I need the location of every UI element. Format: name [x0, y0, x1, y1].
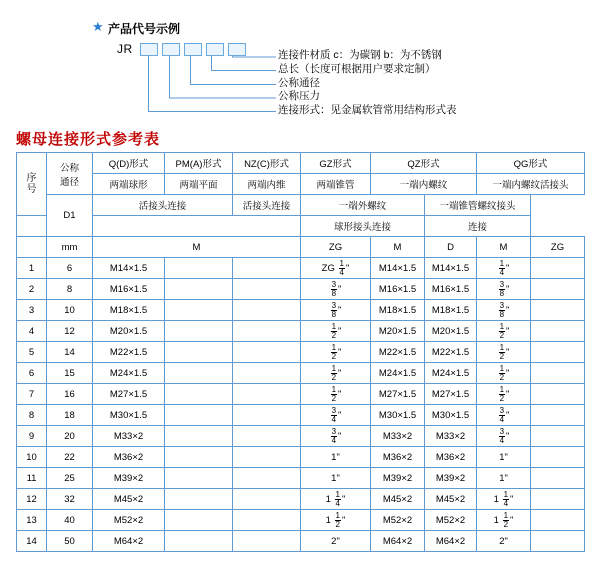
cell-qz-m: M20×1.5: [371, 321, 425, 342]
table-row: [17, 300, 585, 321]
cell-no: 9: [17, 426, 47, 447]
table-row: [17, 279, 585, 300]
cell-pm: [165, 510, 233, 531]
header-qg-desc: 一端内螺纹活接头: [477, 174, 585, 195]
cell-qg-m: $\frac{3}{4}$ ": [477, 426, 531, 447]
cell-no: 3: [17, 300, 47, 321]
cell-qg-zg: [531, 363, 585, 384]
header-unit-d-qz: D: [425, 237, 477, 258]
cell-qg-m: $\frac{1}{2}$ ": [477, 363, 531, 384]
cell-qg-zg: [531, 258, 585, 279]
cell-qz-d: M22×1.5: [425, 342, 477, 363]
cell-nz: [233, 363, 301, 384]
header-union-connection-1: 活接头连接: [93, 195, 233, 216]
cell-qz-d: M16×1.5: [425, 279, 477, 300]
cell-dn: 14: [47, 342, 93, 363]
cell-nz: [233, 489, 301, 510]
legend-item-material: 连接件材质 c：为碳钢 b：为不锈钢: [278, 49, 442, 61]
cell-no: 14: [17, 531, 47, 552]
cell-qg-m: 1": [477, 447, 531, 468]
cell-pm: [165, 405, 233, 426]
table-row: [17, 426, 585, 447]
cell-qz-m: M64×2: [371, 531, 425, 552]
cell-nz: [233, 510, 301, 531]
cell-qg-m: $\frac{3}{8}$ ": [477, 279, 531, 300]
cell-qg-m: $\frac{1}{4}$ ": [477, 258, 531, 279]
cell-nz: [233, 405, 301, 426]
cell-qz-m: M30×1.5: [371, 405, 425, 426]
cell-no: 6: [17, 363, 47, 384]
cell-nz: [233, 468, 301, 489]
cell-dn: 40: [47, 510, 93, 531]
cell-qz-d: M36×2: [425, 447, 477, 468]
cell-q: M64×2: [93, 531, 165, 552]
cell-gz: 1": [301, 447, 371, 468]
cell-qz-m: M16×1.5: [371, 279, 425, 300]
cell-dn: 8: [47, 279, 93, 300]
cell-qz-m: M27×1.5: [371, 384, 425, 405]
cell-qz-d: M18×1.5: [425, 300, 477, 321]
cell-q: M39×2: [93, 468, 165, 489]
header-unit-zg-gz: ZG: [301, 237, 371, 258]
cell-nz: [233, 300, 301, 321]
header-gz-desc: 两端锥管: [301, 174, 371, 195]
cell-nz: [233, 258, 301, 279]
star-icon: ★: [92, 19, 104, 34]
cell-qz-m: M24×1.5: [371, 363, 425, 384]
cell-dn: 32: [47, 489, 93, 510]
cell-pm: [165, 531, 233, 552]
header-nz-form: NZ(C)形式: [233, 153, 301, 174]
legend-title: 产品代号示例: [108, 22, 181, 36]
cell-pm: [165, 342, 233, 363]
header-unit-zg-qg: ZG: [531, 237, 585, 258]
cell-dn: 20: [47, 426, 93, 447]
cell-q: M24×1.5: [93, 363, 165, 384]
cell-nz: [233, 426, 301, 447]
cell-gz: $\frac{3}{4}$ ": [301, 426, 371, 447]
header-unit-mm: mm: [47, 237, 93, 258]
cell-gz: 2": [301, 531, 371, 552]
header-gz-form: GZ形式: [301, 153, 371, 174]
table-row: [17, 321, 585, 342]
cell-qg-zg: [531, 342, 585, 363]
cell-pm: [165, 447, 233, 468]
cell-pm: [165, 300, 233, 321]
cell-gz: $\frac{3}{8}$ ": [301, 300, 371, 321]
header-spacer-left: [93, 216, 301, 237]
cell-dn: 18: [47, 405, 93, 426]
cell-dn: 15: [47, 363, 93, 384]
cell-gz: $\frac{3}{8}$ ": [301, 279, 371, 300]
header-q-form: Q(D)形式: [93, 153, 165, 174]
header-d1: D1: [47, 195, 93, 237]
cell-qz-m: M14×1.5: [371, 258, 425, 279]
header-unit-seq: [17, 237, 47, 258]
cell-dn: 16: [47, 384, 93, 405]
cell-dn: 25: [47, 468, 93, 489]
cell-gz: $\frac{1}{2}$ ": [301, 342, 371, 363]
header-taper-pipe-thread: 一端锥管螺纹接头: [425, 195, 531, 216]
header-unit-m-left: M: [93, 237, 301, 258]
header-nz-desc: 两端内维: [233, 174, 301, 195]
cell-q: M45×2: [93, 489, 165, 510]
cell-qz-d: M64×2: [425, 531, 477, 552]
cell-qg-m: 1 $\frac{1}{2}$ ": [477, 510, 531, 531]
cell-qz-d: M27×1.5: [425, 384, 477, 405]
cell-no: 13: [17, 510, 47, 531]
cell-qz-d: M39×2: [425, 468, 477, 489]
cell-qg-zg: [531, 405, 585, 426]
cell-qz-m: M33×2: [371, 426, 425, 447]
header-qz-form: QZ形式: [371, 153, 477, 174]
cell-qg-m: $\frac{3}{8}$ ": [477, 300, 531, 321]
cell-qg-zg: [531, 489, 585, 510]
cell-nz: [233, 447, 301, 468]
cell-qg-zg: [531, 300, 585, 321]
cell-pm: [165, 279, 233, 300]
header-unit-m-qg: M: [477, 237, 531, 258]
legend-item-list: [278, 49, 457, 118]
table-row: [17, 531, 585, 552]
cell-qz-d: M33×2: [425, 426, 477, 447]
cell-qg-m: $\frac{1}{2}$ ": [477, 384, 531, 405]
cell-qz-d: M30×1.5: [425, 405, 477, 426]
cell-gz: $\frac{1}{2}$ ": [301, 384, 371, 405]
cell-qg-zg: [531, 426, 585, 447]
cell-dn: 50: [47, 531, 93, 552]
header-ball-joint-connection: 球形接头连接: [301, 216, 425, 237]
header-q-desc: 两端球形: [93, 174, 165, 195]
cell-qg-m: 1": [477, 468, 531, 489]
cell-no: 12: [17, 489, 47, 510]
table-row: [17, 447, 585, 468]
header-nominal-diameter: 公称 通径: [47, 153, 93, 195]
header-pm-form: PM(A)形式: [165, 153, 233, 174]
cell-qg-zg: [531, 510, 585, 531]
table-row: [17, 510, 585, 531]
table-header-row-3: [17, 195, 585, 216]
header-connection: 连接: [425, 216, 531, 237]
legend-item-length: 总长（长度可根据用户要求定制）: [278, 62, 436, 75]
cell-q: M18×1.5: [93, 300, 165, 321]
table-header-row-4: [17, 216, 585, 237]
header-spacer-seq: [17, 216, 47, 237]
cell-qg-zg: [531, 384, 585, 405]
cell-q: M30×1.5: [93, 405, 165, 426]
header-qz-desc: 一端内螺纹: [371, 174, 477, 195]
table-header-row-1: [17, 153, 585, 174]
cell-qg-m: $\frac{1}{2}$ ": [477, 342, 531, 363]
cell-pm: [165, 426, 233, 447]
cell-pm: [165, 468, 233, 489]
cell-q: M14×1.5: [93, 258, 165, 279]
header-pm-desc: 两端平面: [165, 174, 233, 195]
cell-qg-zg: [531, 468, 585, 489]
cell-q: M20×1.5: [93, 321, 165, 342]
cell-qz-m: M52×2: [371, 510, 425, 531]
product-code-legend: [0, 0, 600, 122]
legend-item-nominal-pressure: 公称压力: [278, 90, 320, 103]
cell-gz: 1": [301, 468, 371, 489]
cell-qz-m: M22×1.5: [371, 342, 425, 363]
cell-qz-m: M36×2: [371, 447, 425, 468]
cell-nz: [233, 321, 301, 342]
spec-table-wrapper: [16, 152, 584, 552]
cell-pm: [165, 363, 233, 384]
cell-qz-d: M24×1.5: [425, 363, 477, 384]
cell-q: M36×2: [93, 447, 165, 468]
header-seq: 序 号: [17, 153, 47, 216]
spec-table: [16, 152, 585, 552]
cell-gz: $\frac{1}{2}$ ": [301, 321, 371, 342]
cell-qz-m: M39×2: [371, 468, 425, 489]
cell-nz: [233, 531, 301, 552]
cell-pm: [165, 489, 233, 510]
cell-no: 8: [17, 405, 47, 426]
cell-gz: $\frac{1}{2}$ ": [301, 363, 371, 384]
cell-dn: 12: [47, 321, 93, 342]
legend-item-nominal-diameter: 公称通径: [278, 76, 320, 89]
cell-gz: ZG $\frac{1}{4}$ ": [301, 258, 371, 279]
cell-qg-m: $\frac{1}{2}$ ": [477, 321, 531, 342]
cell-pm: [165, 258, 233, 279]
cell-no: 10: [17, 447, 47, 468]
cell-qz-m: M45×2: [371, 489, 425, 510]
cell-q: M27×1.5: [93, 384, 165, 405]
cell-qg-m: 2": [477, 531, 531, 552]
cell-qg-zg: [531, 531, 585, 552]
cell-pm: [165, 384, 233, 405]
cell-q: M22×1.5: [93, 342, 165, 363]
cell-dn: 10: [47, 300, 93, 321]
cell-qg-m: 1 $\frac{1}{4}$ ": [477, 489, 531, 510]
table-row: [17, 363, 585, 384]
table-row: [17, 405, 585, 426]
cell-dn: 22: [47, 447, 93, 468]
cell-pm: [165, 321, 233, 342]
cell-qg-m: $\frac{3}{4}$ ": [477, 405, 531, 426]
cell-qz-d: M52×2: [425, 510, 477, 531]
table-header-row-5: [17, 237, 585, 258]
cell-no: 5: [17, 342, 47, 363]
header-union-connection-2: 活接头连接: [233, 195, 301, 216]
cell-gz: 1 $\frac{1}{2}$ ": [301, 510, 371, 531]
cell-qg-zg: [531, 321, 585, 342]
cell-no: 11: [17, 468, 47, 489]
cell-qz-m: M18×1.5: [371, 300, 425, 321]
header-external-thread: 一端外螺纹: [301, 195, 425, 216]
cell-nz: [233, 279, 301, 300]
table-row: [17, 342, 585, 363]
table-header-row-2: [17, 174, 585, 195]
product-code-prefix: JR: [117, 42, 133, 56]
cell-gz: $\frac{3}{4}$ ": [301, 405, 371, 426]
cell-nz: [233, 384, 301, 405]
table-row: [17, 489, 585, 510]
table-row: [17, 468, 585, 489]
cell-gz: 1 $\frac{1}{4}$ ": [301, 489, 371, 510]
cell-q: M16×1.5: [93, 279, 165, 300]
cell-qg-zg: [531, 279, 585, 300]
header-qg-form: QG形式: [477, 153, 585, 174]
table-row: [17, 384, 585, 405]
cell-dn: 6: [47, 258, 93, 279]
cell-no: 1: [17, 258, 47, 279]
cell-qg-zg: [531, 447, 585, 468]
cell-no: 7: [17, 384, 47, 405]
table-row: [17, 258, 585, 279]
header-unit-m-qz: M: [371, 237, 425, 258]
cell-no: 4: [17, 321, 47, 342]
section-title: 螺母连接形式参考表: [16, 131, 161, 148]
cell-nz: [233, 342, 301, 363]
cell-qz-d: M20×1.5: [425, 321, 477, 342]
legend-item-connection-type: 连接形式：见金属软管常用结构形式表: [278, 104, 457, 117]
cell-q: M33×2: [93, 426, 165, 447]
cell-qz-d: M45×2: [425, 489, 477, 510]
cell-qz-d: M14×1.5: [425, 258, 477, 279]
cell-no: 2: [17, 279, 47, 300]
cell-q: M52×2: [93, 510, 165, 531]
